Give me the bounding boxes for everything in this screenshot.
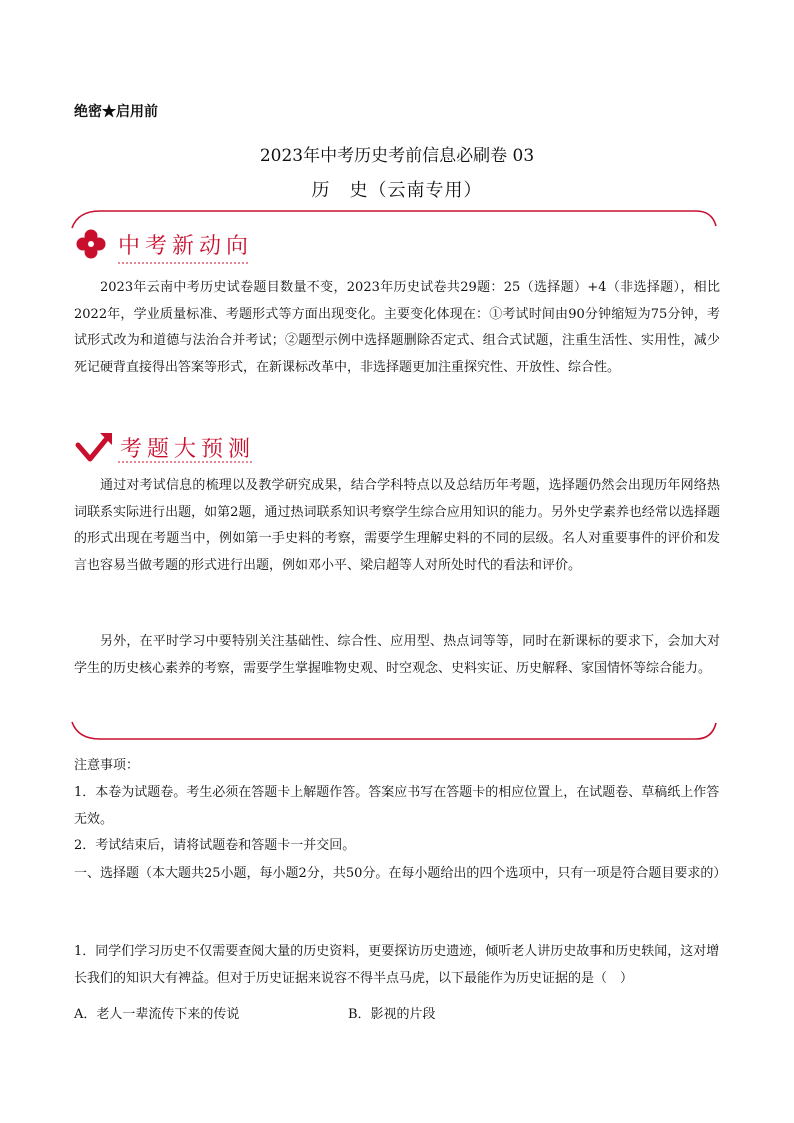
- notes-title: 注意事项：: [74, 758, 140, 773]
- predictions-paragraph-1: 通过对考试信息的梳理以及教学研究成果，结合学科特点以及总结历年考题，选择题仍然会出现历年网络热词联系实际进行出题，如第2题，通过热词联系知识考察学生综合应用知识的能力。另外史学素养也经常以选择题的形式出现在考题当中，例如第一手史料的考察，需要学生理解史料的不同的层级。名人对重要事件的评价和发言也容易当做考题的形式进行出题，例如邓小平、梁启超等人对所处时代的看法和评价。: [74, 478, 720, 573]
- bottom-frame-line: [72, 722, 716, 739]
- clover-icon: [77, 230, 106, 259]
- section-heading-predictions: 考题大预测: [120, 437, 256, 462]
- section-heading-trends: 中考新动向: [118, 234, 254, 259]
- trend-arrow-icon: [78, 433, 112, 459]
- option-a: A．老人一辈流传下来的传说: [74, 1007, 240, 1022]
- notes-item-2: 2．考试结束后，请将试题卷和答题卡一并交回。: [74, 838, 356, 853]
- question-stem: 1．同学们学习历史不仅需要查阅大量的历史资料，更要探访历史遗迹，倾听老人讲历史故事和历史轶闻，这对增长我们的知识大有裨益。但对于历史证据来说容不得半点马虎，以下最能作为历史证据的是（ ）: [74, 944, 720, 986]
- option-b: B．影视的片段: [348, 1007, 436, 1022]
- part-heading: 一、选择题（本大题共25小题，每小题2分，共50分。在每小题给出的四个选项中，只有一项是符合题目要求的）: [74, 866, 727, 881]
- page-title: 2023年中考历史考前信息必刷卷 03: [259, 146, 535, 166]
- top-frame-line: [72, 211, 716, 228]
- page-subtitle: 历 史（云南专用）: [311, 180, 483, 201]
- notes-item-1: 1．本卷为试题卷。考生必须在答题卡上解题作答。答案应书写在答题卡的相应位置上，在试题卷、草稿纸上作答无效。: [74, 785, 720, 827]
- trends-paragraph: 2023年云南中考历史试卷题目数量不变，2023年历史试卷共29题：25（选择题）+4（非选择题），相比2022年，学业质量标准、考题形式等方面出现变化。主要变化体现在：①考试时间由90分钟缩短为75分钟，考试形式改为和道德与法治合并考试；②题型示例中选择题删除否定式、组合式试题，注重生活性、实用性，减少死记硬背直接得出答案等形式，在新课标改革中，非选择题更加注重探究性、开放性、综合性。: [74, 280, 720, 375]
- predictions-paragraph-2: 另外，在平时学习中要特别关注基础性、综合性、应用型、热点词等等，同时在新课标的要求下，会加大对学生的历史核心素养的考察，需要学生掌握唯物史观、时空观念、史料实证、历史解释、家国情怀等综合能力。: [74, 634, 720, 676]
- secret-label: 绝密★启用前: [74, 104, 158, 120]
